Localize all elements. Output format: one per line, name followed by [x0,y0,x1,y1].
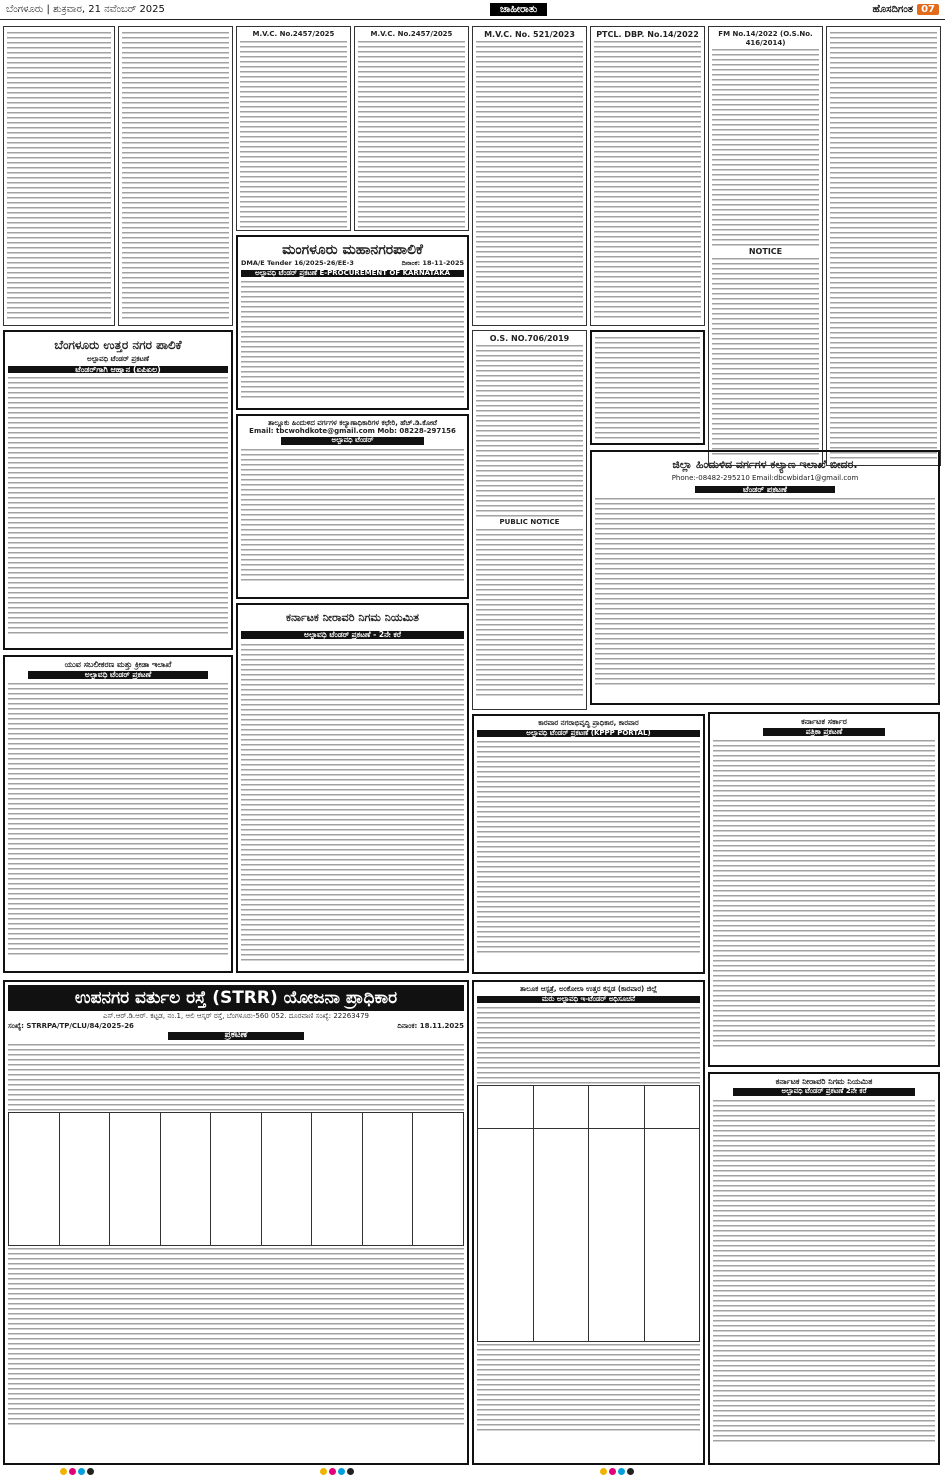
strr-ad [3,980,469,1465]
knnl-2-title: ಕರ್ನಾಟಕ ನೀರಾವರಿ ನಿಗಮ ನಿಯಮಿತ [775,1077,873,1086]
karnataka-govt-bar: ಪತ್ರಿಕಾ ಪ್ರಕಟಣೆ [763,728,885,736]
registration-marks-center [320,1468,354,1475]
karwar-bar: ಅಲ್ಪಾವಧಿ ಟೆಂಡರ್ ಪ್ರಕಟಣೆ (KPPP PORTAL) [477,730,700,738]
strr-bar: ಪ್ರಕಟಣೆ [168,1032,304,1040]
knnl-ad [236,603,469,973]
notice-8 [826,26,941,466]
date-line: ಬೆಂಗಳೂರು | ಶುಕ್ರವಾರ, 21 ನವೆಂಬರ್ 2025 [6,4,165,15]
mangaluru-title: ಮಂಗಳೂರು ಮಹಾನಗರಪಾಲಿಕೆ [282,242,423,258]
notice-3 [236,26,351,231]
notice-6 [590,26,705,326]
notice-4-ref: M.V.C. No.2457/2025 [370,30,453,38]
mangaluru-bar: ಅಲ್ಪಾವಧಿ ಟೆಂಡರ್ ಪ್ರಕಟಣೆ E-PROCUREMENT OF KARNATAKA [241,270,464,278]
ankola-table [477,1085,700,1342]
brand [872,4,939,15]
bengaluru-north-sub: ಅಲ್ಪಾವಧಿ ಟೆಂಡರ್ ಪ್ರಕಟಣೆ [86,355,150,363]
hdkote-bar: ಅಲ್ಪಾವಧಿ ಟೆಂಡರ್ [281,437,424,445]
strr-table [8,1112,464,1246]
notice-9-heading: PUBLIC NOTICE [499,518,560,526]
bengaluru-north-bar: ಟೆಂಡರ್‌ಗಾಗಿ ಆಹ್ವಾನ (ಏಪಿಏಲ) [8,366,228,374]
notice-9-ref: O.S. NO.706/2019 [489,334,570,343]
hdkote-email: Email: tbcwohdkote@gmail.com Mob: 08228-297156 [249,426,456,435]
knnl-title: ಕರ್ನಾಟಕ ನೀರಾವರಿ ನಿಗಮ ನಿಯಮಿತ [286,611,419,624]
knnl-bar: ಅಲ್ಪಾವಧಿ ಟೆಂಡರ್ ಪ್ರಕಟಣೆ - 2ನೇ ಕರೆ [241,631,464,639]
karwar-title: ಕಾರವಾರ ನಗರಾಭಿವೃದ್ಧಿ ಪ್ರಾಧಿಕಾರ, ಕಾರವಾರ [538,719,639,727]
mangaluru-date: ದಿನಾಂಕ: 18-11-2025 [401,259,464,267]
notice-10 [590,330,705,445]
yuva-title: ಯುವ ಸಬಲೀಕರಣ ಮತ್ತು ಕ್ರೀಡಾ ಇಲಾಖೆ [64,660,172,669]
notice-2 [118,26,233,326]
knnl-2-ad [708,1072,940,1465]
registration-marks-left [60,1468,94,1475]
notice-7-heading: NOTICE [748,247,783,256]
bidar-title: ಜಿಲ್ಲಾ ಹಿಂದುಳಿದ ವರ್ಗಗಳ ಕಲ್ಯಾಣ ಇಲಾಖೆ ಬೀದರ. [672,458,858,471]
ankola-ad [472,980,705,1465]
notice-7-ref: FM No.14/2022 (O.S.No. 416/2014) [718,30,813,47]
notice-9 [472,330,587,710]
page-header [0,0,945,20]
notice-6-ref: PTCL. DBP. No.14/2022 [596,30,699,39]
notice-3-ref: M.V.C. No.2457/2025 [252,30,335,38]
brand-name: ಹೊಸದಿಗಂತ [872,4,914,15]
notice-1 [3,26,115,326]
strr-ref: ಸಂಖ್ಯೆ: STRRPA/TP/CLU/84/2025-26 [8,1021,134,1030]
notice-4 [354,26,469,231]
karnataka-govt-title: ಕರ್ನಾಟಕ ಸರ್ಕಾರ [801,717,847,726]
bidar-phone: Phone:-08482-295210 Email:dbcwbidar1@gmail.com [671,474,859,482]
yuva-bar: ಅಲ್ಪಾವಧಿ ಟೆಂಡರ್ ಪ್ರಕಟಣೆ [28,671,208,679]
notice-7 [708,26,823,466]
hdkote-title: ತಾಲ್ಲೂಕು ಹಿಂದುಳಿದ ವರ್ಗಗಳ ಕಲ್ಯಾಣಾಧಿಕಾರಿಗಳ ಕಛೇರಿ, ಹೆಚ್.ಡಿ.ಕೋಟೆ [268,419,437,427]
mangaluru-ad [236,235,469,410]
registration-marks-right [600,1468,634,1475]
section-label: ಜಾಹೀರಾತು [490,3,547,16]
notice-5 [472,26,587,326]
bengaluru-north-title: ಬೆಂಗಳೂರು ಉತ್ತರ ನಗರ ಪಾಲಿಕೆ [54,338,182,352]
strr-title: ಉಪನಗರ ವರ್ತುಲ ರಸ್ತೆ (STRR) ಯೋಜನಾ ಪ್ರಾಧಿಕಾರ [8,985,464,1011]
strr-date: ದಿನಾಂಕ: 18.11.2025 [397,1021,464,1030]
bengaluru-north-ad [3,330,233,650]
karwar-ad [472,714,705,974]
notice-5-ref: M.V.C. No. 521/2023 [484,30,575,39]
strr-address: ಎಸ್.ಆರ್.ಡಿ.ಆರ್. ಕಟ್ಟಡ, ನಂ.1, ಆಲಿ ಆಸ್ಕರ್ ರಸ್ತೆ, ಬೆಂಗಳೂರು-560 052. ದೂರವಾಣಿ ಸಂಖ್ಯೆ: 22263479 [103,1012,369,1020]
ankola-bar: ಮರು ಅಲ್ಪಾವಧಿ ಇ-ಟೆಂಡರ್ ಅಧಿಸೂಚನೆ [477,996,700,1004]
page-number: 07 [917,4,939,15]
hdkote-ad [236,414,469,599]
karnataka-govt-ad [708,712,940,1067]
yuva-ad [3,655,233,973]
bidar-ad [590,450,940,705]
knnl-2-bar: ಅಲ್ಪಾವಧಿ ಟೆಂಡರ್ ಪ್ರಕಟಣೆ 2ನೇ ಕರೆ [733,1088,915,1096]
mangaluru-ref: DMA/E Tender 16/2025-26/EE-3 [241,259,354,267]
ankola-title: ತಾಲೂಕ ಆಸ್ಪತ್ರೆ, ಅಂಕೋಲಾ ಉತ್ತರ ಕನ್ನಡ (ಕಾರವಾರ) ಜಿಲ್ಲೆ [519,985,658,993]
bidar-bar: ಟೆಂಡರ್ ಪ್ರಕಟಣೆ [695,486,835,494]
